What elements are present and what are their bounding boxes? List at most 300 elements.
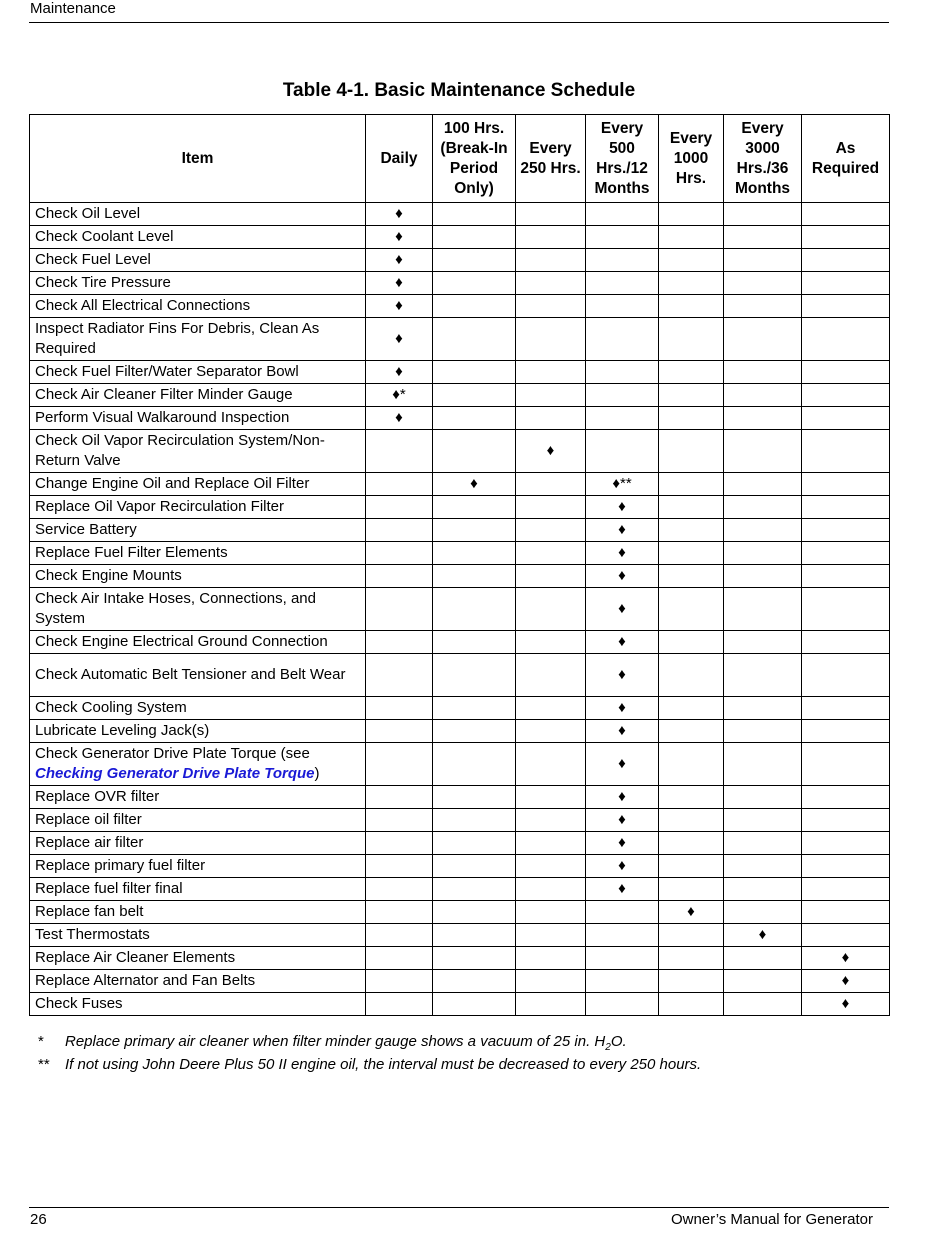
schedule-mark-cell (802, 631, 890, 654)
schedule-mark-cell: ♦ (586, 496, 659, 519)
table-row (30, 542, 890, 565)
schedule-mark-cell (802, 361, 890, 384)
schedule-mark-cell (659, 654, 724, 697)
schedule-mark-cell (433, 203, 516, 226)
column-header-500-hrs: Every 500 Hrs./12 Months (586, 115, 659, 203)
schedule-mark-cell (724, 786, 802, 809)
schedule-mark-cell (433, 631, 516, 654)
table-row (30, 993, 890, 1016)
schedule-mark-cell (433, 318, 516, 361)
schedule-mark-cell (659, 970, 724, 993)
schedule-mark-cell: ♦ (802, 947, 890, 970)
schedule-mark-cell (516, 542, 586, 565)
cross-reference-link[interactable]: Checking Generator Drive Plate Torque (35, 765, 315, 782)
schedule-mark-cell (659, 631, 724, 654)
item-cell (30, 430, 366, 473)
schedule-mark-cell (516, 496, 586, 519)
schedule-mark-cell (433, 809, 516, 832)
schedule-mark-cell (802, 249, 890, 272)
schedule-mark-cell (516, 993, 586, 1016)
item-text: Check Oil Level (35, 205, 141, 222)
item-text: Check Oil Vapor Recirculation System/Non-Return Valve (35, 432, 325, 469)
footer-divider (29, 1207, 889, 1208)
schedule-mark-cell: ♦ (366, 318, 433, 361)
schedule-mark-cell: ♦ (586, 855, 659, 878)
item-text: Lubricate Leveling Jack(s) (35, 722, 210, 739)
schedule-mark-cell: ♦ (586, 631, 659, 654)
schedule-mark-cell (586, 318, 659, 361)
table-row (30, 430, 890, 473)
schedule-mark-cell (433, 832, 516, 855)
schedule-mark-cell (724, 901, 802, 924)
schedule-mark-cell (659, 496, 724, 519)
schedule-mark-cell (366, 924, 433, 947)
schedule-mark-cell (433, 407, 516, 430)
schedule-mark-cell (724, 654, 802, 697)
item-text-suffix: ) (314, 765, 320, 782)
section-header: Maintenance (30, 0, 116, 17)
schedule-mark-cell (366, 565, 433, 588)
schedule-mark-cell (659, 407, 724, 430)
item-cell (30, 249, 366, 272)
schedule-mark-cell (802, 901, 890, 924)
schedule-mark-cell: ♦ (366, 361, 433, 384)
schedule-mark-cell (366, 588, 433, 631)
schedule-mark-cell (366, 519, 433, 542)
schedule-mark-cell (516, 565, 586, 588)
table-row (30, 318, 890, 361)
column-header-item: Item (30, 115, 366, 203)
column-header-daily: Daily (366, 115, 433, 203)
item-text: Check Fuel Level (35, 251, 151, 268)
table-header-row (30, 115, 890, 203)
item-cell (30, 272, 366, 295)
table-row (30, 743, 890, 786)
table-row (30, 295, 890, 318)
table-footnotes (30, 1030, 701, 1076)
schedule-mark-cell (724, 720, 802, 743)
schedule-mark-cell (802, 203, 890, 226)
schedule-mark-cell (586, 295, 659, 318)
item-text: Check Coolant Level (35, 228, 174, 245)
item-cell (30, 947, 366, 970)
schedule-mark-cell (586, 361, 659, 384)
schedule-mark-cell (724, 878, 802, 901)
footnote-2-symbol: ** (38, 1056, 50, 1073)
item-text: Check Engine Electrical Ground Connection (35, 633, 328, 650)
maintenance-schedule-table (29, 114, 890, 1016)
item-text: Check Engine Mounts (35, 567, 182, 584)
schedule-mark-cell (802, 832, 890, 855)
table-row (30, 631, 890, 654)
schedule-mark-cell: ♦ (366, 226, 433, 249)
schedule-mark-cell (724, 993, 802, 1016)
item-text: Perform Visual Walkaround Inspection (35, 409, 290, 426)
schedule-mark-cell (433, 786, 516, 809)
item-text: Check Air Intake Hoses, Connections, and System (35, 590, 316, 627)
schedule-mark-cell (659, 203, 724, 226)
item-cell (30, 519, 366, 542)
item-cell (30, 901, 366, 924)
schedule-mark-cell (659, 832, 724, 855)
item-text: Replace OVR filter (35, 788, 160, 805)
schedule-mark-cell (366, 970, 433, 993)
schedule-mark-cell: ♦ (724, 924, 802, 947)
column-header-as-required: As Required (802, 115, 890, 203)
schedule-mark-cell: ♦ (586, 786, 659, 809)
item-cell (30, 743, 366, 786)
footnote-1-body: Replace primary air cleaner when filter minder gauge shows a vacuum of 25 in. H (65, 1033, 606, 1050)
schedule-mark-cell (516, 272, 586, 295)
item-cell (30, 809, 366, 832)
item-text: Inspect Radiator Fins For Debris, Clean As Required (35, 320, 320, 357)
table-row (30, 496, 890, 519)
schedule-mark-cell (724, 588, 802, 631)
schedule-mark-cell: ♦ (586, 654, 659, 697)
schedule-mark-cell: ♦ (802, 970, 890, 993)
schedule-mark-cell (366, 473, 433, 496)
schedule-mark-cell: ♦ (586, 809, 659, 832)
table-body (30, 203, 890, 1016)
schedule-mark-cell (516, 743, 586, 786)
schedule-mark-cell (433, 496, 516, 519)
schedule-mark-cell (516, 318, 586, 361)
schedule-mark-cell: ♦ (433, 473, 516, 496)
table-row (30, 809, 890, 832)
item-cell (30, 407, 366, 430)
schedule-mark-cell (433, 519, 516, 542)
schedule-mark-cell (433, 430, 516, 473)
schedule-mark-cell (724, 203, 802, 226)
schedule-mark-cell (366, 654, 433, 697)
column-header-100-hrs: 100 Hrs. (Break-In Period Only) (433, 115, 516, 203)
schedule-mark-cell: ♦ (586, 519, 659, 542)
schedule-mark-cell (366, 720, 433, 743)
schedule-mark-cell (433, 743, 516, 786)
item-cell (30, 565, 366, 588)
schedule-mark-cell (724, 947, 802, 970)
table-row (30, 226, 890, 249)
schedule-mark-cell (659, 295, 724, 318)
schedule-mark-cell (659, 924, 724, 947)
schedule-mark-cell (659, 720, 724, 743)
schedule-mark-cell: ♦ (586, 743, 659, 786)
schedule-mark-cell: ♦ (586, 720, 659, 743)
item-text: Change Engine Oil and Replace Oil Filter (35, 475, 310, 492)
schedule-mark-cell (366, 786, 433, 809)
schedule-mark-cell (586, 970, 659, 993)
table-row (30, 407, 890, 430)
schedule-mark-cell (724, 318, 802, 361)
schedule-mark-cell (516, 697, 586, 720)
table-row (30, 249, 890, 272)
schedule-mark-cell: ♦ (802, 993, 890, 1016)
schedule-mark-cell (516, 588, 586, 631)
schedule-mark-cell (516, 361, 586, 384)
item-cell (30, 654, 366, 697)
schedule-mark-cell (802, 542, 890, 565)
schedule-mark-cell (433, 855, 516, 878)
table-row (30, 272, 890, 295)
schedule-mark-cell (516, 631, 586, 654)
schedule-mark-cell (433, 272, 516, 295)
item-cell (30, 203, 366, 226)
schedule-mark-cell: ♦ (366, 407, 433, 430)
item-cell (30, 496, 366, 519)
schedule-mark-cell (802, 384, 890, 407)
schedule-mark-cell (659, 542, 724, 565)
schedule-mark-cell (433, 947, 516, 970)
schedule-mark-cell (724, 743, 802, 786)
item-cell (30, 631, 366, 654)
item-text: Service Battery (35, 521, 137, 538)
schedule-mark-cell (659, 809, 724, 832)
schedule-mark-cell (659, 565, 724, 588)
schedule-mark-cell (433, 588, 516, 631)
schedule-mark-cell (659, 249, 724, 272)
footnote-1-end: O. (610, 1033, 627, 1050)
item-text: Replace Fuel Filter Elements (35, 544, 228, 561)
schedule-mark-cell (516, 970, 586, 993)
schedule-mark-cell (724, 832, 802, 855)
schedule-mark-cell: ♦ (366, 249, 433, 272)
schedule-mark-cell: ♦ (659, 901, 724, 924)
schedule-mark-cell (516, 855, 586, 878)
schedule-mark-cell (433, 226, 516, 249)
footnote-1-symbol: * (38, 1033, 44, 1050)
item-text: Replace air filter (35, 834, 144, 851)
schedule-mark-cell (516, 878, 586, 901)
schedule-mark-cell (659, 878, 724, 901)
schedule-mark-cell (516, 249, 586, 272)
schedule-mark-cell (366, 832, 433, 855)
schedule-mark-cell (366, 542, 433, 565)
schedule-mark-cell (516, 901, 586, 924)
schedule-mark-cell (659, 786, 724, 809)
item-cell (30, 588, 366, 631)
schedule-mark-cell (586, 203, 659, 226)
schedule-mark-cell (659, 947, 724, 970)
table-row (30, 697, 890, 720)
schedule-mark-cell: ♦ (366, 203, 433, 226)
schedule-mark-cell (659, 384, 724, 407)
schedule-mark-cell (366, 697, 433, 720)
schedule-mark-cell (366, 993, 433, 1016)
schedule-mark-cell (724, 565, 802, 588)
item-text: Check Generator Drive Plate Torque (see (35, 745, 310, 762)
item-cell (30, 970, 366, 993)
schedule-mark-cell (802, 654, 890, 697)
schedule-mark-cell (516, 519, 586, 542)
schedule-mark-cell (659, 743, 724, 786)
table-row (30, 970, 890, 993)
schedule-mark-cell (516, 832, 586, 855)
schedule-mark-cell (802, 878, 890, 901)
schedule-mark-cell (802, 318, 890, 361)
schedule-mark-cell (433, 295, 516, 318)
schedule-mark-cell (516, 203, 586, 226)
table-title: Table 4-1. Basic Maintenance Schedule (282, 80, 636, 101)
item-text: Check Fuel Filter/Water Separator Bowl (35, 363, 299, 380)
schedule-mark-cell (516, 407, 586, 430)
schedule-mark-cell: ♦** (586, 473, 659, 496)
item-text: Check Fuses (35, 995, 123, 1012)
schedule-mark-cell: ♦ (586, 878, 659, 901)
table-row (30, 901, 890, 924)
schedule-mark-cell (433, 878, 516, 901)
schedule-mark-cell (802, 855, 890, 878)
schedule-mark-cell (516, 809, 586, 832)
item-cell (30, 832, 366, 855)
schedule-mark-cell (724, 249, 802, 272)
schedule-mark-cell (724, 407, 802, 430)
schedule-mark-cell (366, 809, 433, 832)
schedule-mark-cell: ♦ (586, 565, 659, 588)
schedule-mark-cell: ♦ (366, 272, 433, 295)
schedule-mark-cell (516, 654, 586, 697)
footnote-1 (30, 1030, 701, 1053)
item-cell (30, 786, 366, 809)
schedule-mark-cell (724, 295, 802, 318)
schedule-mark-cell (586, 993, 659, 1016)
schedule-mark-cell (516, 295, 586, 318)
schedule-mark-cell (433, 901, 516, 924)
table-row (30, 947, 890, 970)
schedule-mark-cell (586, 226, 659, 249)
schedule-mark-cell (433, 697, 516, 720)
item-cell (30, 295, 366, 318)
schedule-mark-cell: ♦ (586, 542, 659, 565)
schedule-mark-cell (724, 473, 802, 496)
schedule-mark-cell (802, 473, 890, 496)
schedule-mark-cell (366, 743, 433, 786)
column-header-3000-hrs: Every 3000 Hrs./36 Months (724, 115, 802, 203)
table-row (30, 565, 890, 588)
item-cell (30, 384, 366, 407)
table-row (30, 924, 890, 947)
item-cell (30, 542, 366, 565)
item-cell (30, 697, 366, 720)
schedule-mark-cell (802, 588, 890, 631)
schedule-mark-cell (724, 855, 802, 878)
schedule-mark-cell (724, 809, 802, 832)
schedule-mark-cell (802, 430, 890, 473)
schedule-mark-cell (724, 496, 802, 519)
schedule-mark-cell (802, 786, 890, 809)
item-cell (30, 924, 366, 947)
column-header-250-hrs: Every 250 Hrs. (516, 115, 586, 203)
schedule-mark-cell (724, 697, 802, 720)
schedule-mark-cell (802, 743, 890, 786)
schedule-mark-cell (586, 947, 659, 970)
schedule-mark-cell (802, 226, 890, 249)
schedule-mark-cell (366, 901, 433, 924)
schedule-mark-cell (586, 407, 659, 430)
item-text: Test Thermostats (35, 926, 150, 943)
schedule-mark-cell (659, 318, 724, 361)
header-divider (29, 22, 889, 23)
schedule-mark-cell (802, 496, 890, 519)
footnote-2 (30, 1053, 701, 1076)
item-text: Check Air Cleaner Filter Minder Gauge (35, 386, 293, 403)
table-row (30, 720, 890, 743)
schedule-mark-cell (366, 496, 433, 519)
schedule-mark-cell (366, 947, 433, 970)
schedule-mark-cell (516, 947, 586, 970)
schedule-mark-cell (516, 473, 586, 496)
item-text: Replace fuel filter final (35, 880, 183, 897)
schedule-mark-cell (366, 631, 433, 654)
table-row (30, 203, 890, 226)
schedule-mark-cell (433, 993, 516, 1016)
schedule-mark-cell (802, 407, 890, 430)
item-cell (30, 318, 366, 361)
page-number: 26 (30, 1211, 47, 1228)
item-text: Check Cooling System (35, 699, 187, 716)
schedule-mark-cell (724, 519, 802, 542)
schedule-mark-cell (366, 855, 433, 878)
schedule-mark-cell (659, 697, 724, 720)
schedule-mark-cell (586, 901, 659, 924)
item-text: Replace oil filter (35, 811, 142, 828)
schedule-mark-cell (724, 631, 802, 654)
item-cell (30, 855, 366, 878)
schedule-mark-cell (802, 697, 890, 720)
schedule-mark-cell: ♦ (366, 295, 433, 318)
schedule-mark-cell (433, 384, 516, 407)
item-cell (30, 226, 366, 249)
schedule-mark-cell (724, 226, 802, 249)
schedule-mark-cell (659, 519, 724, 542)
schedule-mark-cell (366, 430, 433, 473)
schedule-mark-cell (516, 786, 586, 809)
item-text: Replace fan belt (35, 903, 144, 920)
schedule-mark-cell (586, 924, 659, 947)
schedule-mark-cell (802, 565, 890, 588)
item-cell (30, 878, 366, 901)
item-cell (30, 993, 366, 1016)
schedule-mark-cell (433, 970, 516, 993)
schedule-mark-cell: ♦ (516, 430, 586, 473)
table-row (30, 654, 890, 697)
footer-title: Owner’s Manual for Generator (670, 1211, 873, 1228)
table-row (30, 855, 890, 878)
schedule-mark-cell (659, 588, 724, 631)
schedule-mark-cell (802, 295, 890, 318)
schedule-mark-cell (659, 473, 724, 496)
schedule-mark-cell: ♦ (586, 832, 659, 855)
schedule-mark-cell (802, 924, 890, 947)
item-cell (30, 720, 366, 743)
schedule-mark-cell: ♦* (366, 384, 433, 407)
schedule-mark-cell (586, 272, 659, 295)
schedule-mark-cell (659, 993, 724, 1016)
schedule-mark-cell (724, 384, 802, 407)
column-header-1000-hrs: Every 1000 Hrs. (659, 115, 724, 203)
schedule-mark-cell (433, 361, 516, 384)
schedule-mark-cell (366, 878, 433, 901)
item-text: Check All Electrical Connections (35, 297, 251, 314)
schedule-mark-cell (724, 272, 802, 295)
schedule-mark-cell (802, 809, 890, 832)
item-cell (30, 361, 366, 384)
table-row (30, 832, 890, 855)
schedule-mark-cell (516, 384, 586, 407)
schedule-mark-cell (516, 720, 586, 743)
schedule-mark-cell (659, 361, 724, 384)
schedule-mark-cell (586, 249, 659, 272)
schedule-mark-cell (802, 272, 890, 295)
